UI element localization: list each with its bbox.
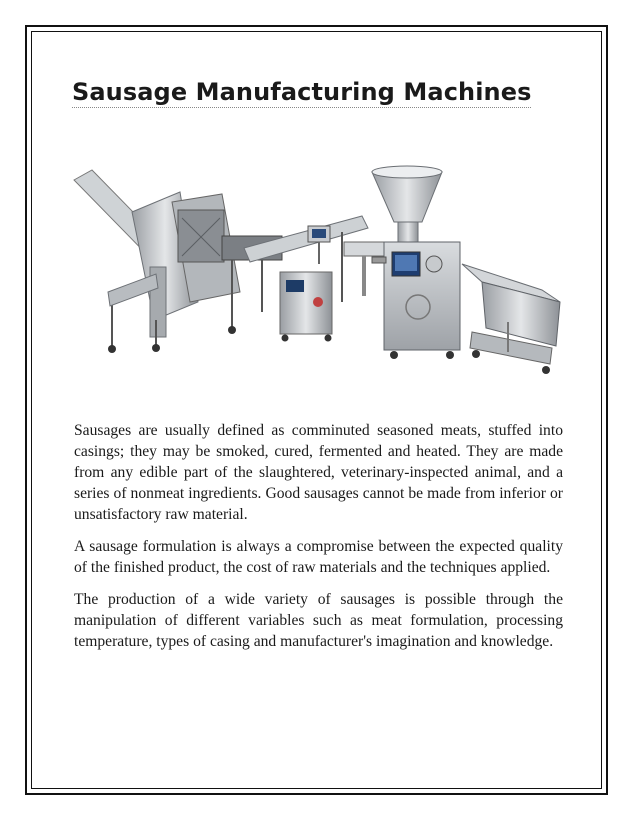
transfer-conveyor <box>244 216 368 342</box>
meat-cart <box>462 264 560 374</box>
page-border <box>25 25 608 795</box>
vacuum-filler <box>372 166 460 359</box>
paragraph-production: The production of a wide variety of sausages is possible through the manipulation of different variables such as meat formulation, processing temperature, types of casing and manufacturer's imagination and knowledge. <box>74 591 563 650</box>
paragraph-formulation: A sausage formulation is always a compromise between the expected quality of the finished product, the cost of raw materials and the techniques applied. <box>74 538 563 576</box>
paragraph-definition: Sausages are usually defined as comminuted seasoned meats, stuffed into casings; they may be smoked, cured, fermented and heated. They are made from any edible part of the slaughtered, veterinary-inspected animal, and a series of nonmeat ingredients. Good sausages cannot be made from inferior or unsatisfactory raw material. <box>74 422 563 523</box>
sausage-machine-illustration <box>72 152 567 388</box>
portioning-unit <box>172 194 282 334</box>
page-title: Sausage Manufacturing Machines <box>72 78 532 106</box>
body-text <box>74 420 563 663</box>
page-border-inner <box>31 31 602 789</box>
